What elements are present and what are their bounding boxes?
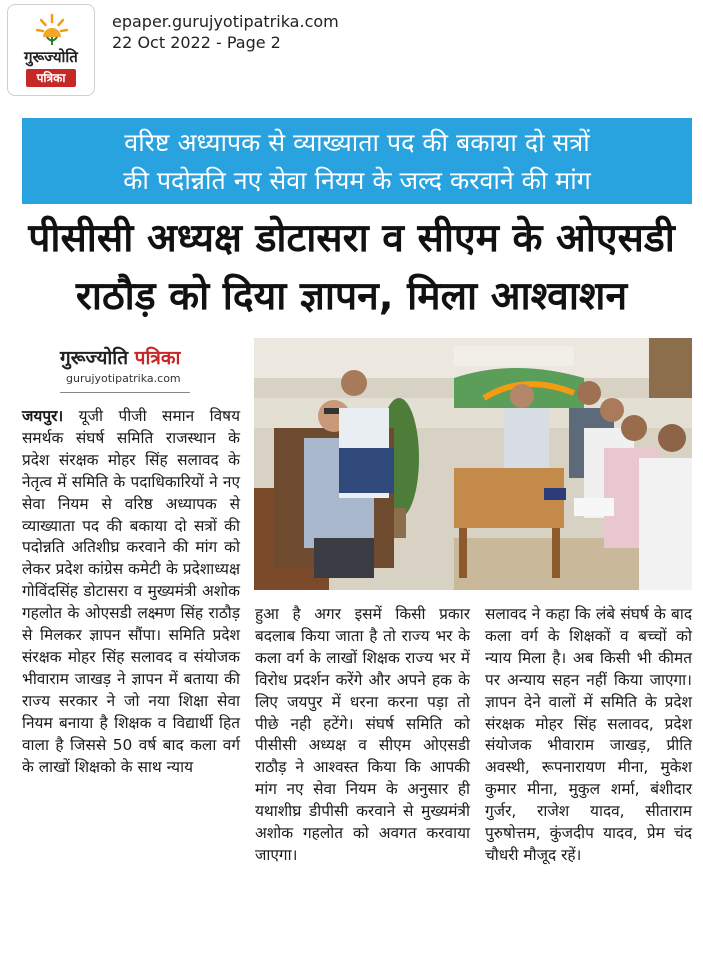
byline-brand: [60, 344, 180, 370]
column-1-text: यूजी पीजी समान विषय समर्थक संघर्ष समिति राजस्थान के प्रदेश संरक्षक मोहर सिंह सलावद के नेतृत्व में समिति के पदाधिकारियों ने नए सेवा नियम से वरिष्ठ अध्यापक से व्याख्याता पद की बकाया दो सत्रों की पदोन्नति अतिशीघ्र करवाने की मांग को लेकर प्रदेश कांग्रेस कमेटी के प्रदेशाध्यक्ष गोविंदसिंह डोटासरा व मुख्यमंत्री अशोक गहलोत के ओएसडी लक्ष्मण सिंह राठौड़ से मिलकर ज्ञापन सौंपा। समिति प्रदेश संरक्षक मोहर सिंह सलावद व संयोजक भीवाराम जाखड़ ने ज्ञापन में बताया की राज्य सरकार ने जो नया शिक्षा सेवा नियम बनाया है शिक्षक व विद्यार्थी हित वाला है जिससे 50 वर्ष बाद कला वर्ग के लाखों शिक्षको के साथ न्याय: [22, 407, 240, 776]
edition-date-page: 22 Oct 2022 - Page 2: [112, 33, 281, 52]
site-url[interactable]: epaper.gurujyotipatrika.com: [112, 12, 339, 31]
logo-band: पत्रिका: [26, 69, 76, 87]
byline-url: gurujyotipatrika.com: [66, 372, 181, 385]
article-column-1: [22, 406, 240, 778]
logo-title: गुरूज्योति: [24, 48, 78, 66]
sun-icon: [36, 13, 68, 47]
sub-headline-banner: [22, 118, 692, 204]
banner-line-1: वरिष्ट अध्यापक से व्याख्याता पद की बकाया दो सत्रों: [124, 128, 590, 157]
byline-brand-name: गुरूज्योति: [60, 347, 129, 369]
byline-brand-name-red: पत्रिका: [134, 347, 181, 369]
banner-line-2: की पदोन्नति नए सेवा नियम के जल्द करवाने की मांग: [123, 166, 591, 195]
newspaper-logo[interactable]: [7, 4, 95, 96]
headline-line-2: राठौड़ को दिया ज्ञापन, मिला आश्वाशन: [75, 274, 628, 319]
headline-line-1: पीसीसी अध्यक्ष डोटासरा व सीएम के ओएसडी: [28, 216, 675, 261]
byline-divider: [60, 392, 190, 393]
headline: [10, 210, 693, 326]
news-photo: [254, 338, 692, 590]
dateline: जयपुर।: [22, 407, 64, 425]
article-column-2: हुआ है अगर इसमें किसी प्रकार बदलाब किया जाता है तो राज्य भर के कला वर्ग के लाखों शिक्षक राज्य भर में विरोध प्रदर्शन करेंगे और अपने हक के लिए जयपुर में धरना करना पड़ा तो पीछे नही हटेंगे। संघर्ष समिति को पीसीसी अध्यक्ष व सीएम ओएसडी राठौड़ ने आश्वस्त किया कि आपकी मांग नए सेवा नियम के अनुसार ही यथाशीघ्र डीपीसी करवाने से मुख्यमंत्री अशोक गहलोत को अवगत करवाया जाएगा।: [255, 605, 470, 864]
meeting-photo-illustration: [254, 338, 692, 590]
article-column-3: सलावद ने कहा कि लंबे संघर्ष के बाद कला वर्ग के शिक्षकों व बच्चों को न्याय मिला है। अब किसी भी कीमत पर अन्याय सहन नहीं किया जाएगा। ज्ञापन देने वालों में समिति के प्रदेश संरक्षक मोहर सिंह सलावद, प्रदेश संयोजक भीवाराम जाखड़, प्रीति अवस्थी, रूपनारायण मीना, मुकेश कुमार मीना, मुकुल शर्मा, बंशीदार गुर्जर, राजेश यादव, सीताराम पुरुषोत्तम, कुंजदीप यादव, प्रेम चंद चौधरी मौजूद रहें।: [485, 605, 692, 864]
